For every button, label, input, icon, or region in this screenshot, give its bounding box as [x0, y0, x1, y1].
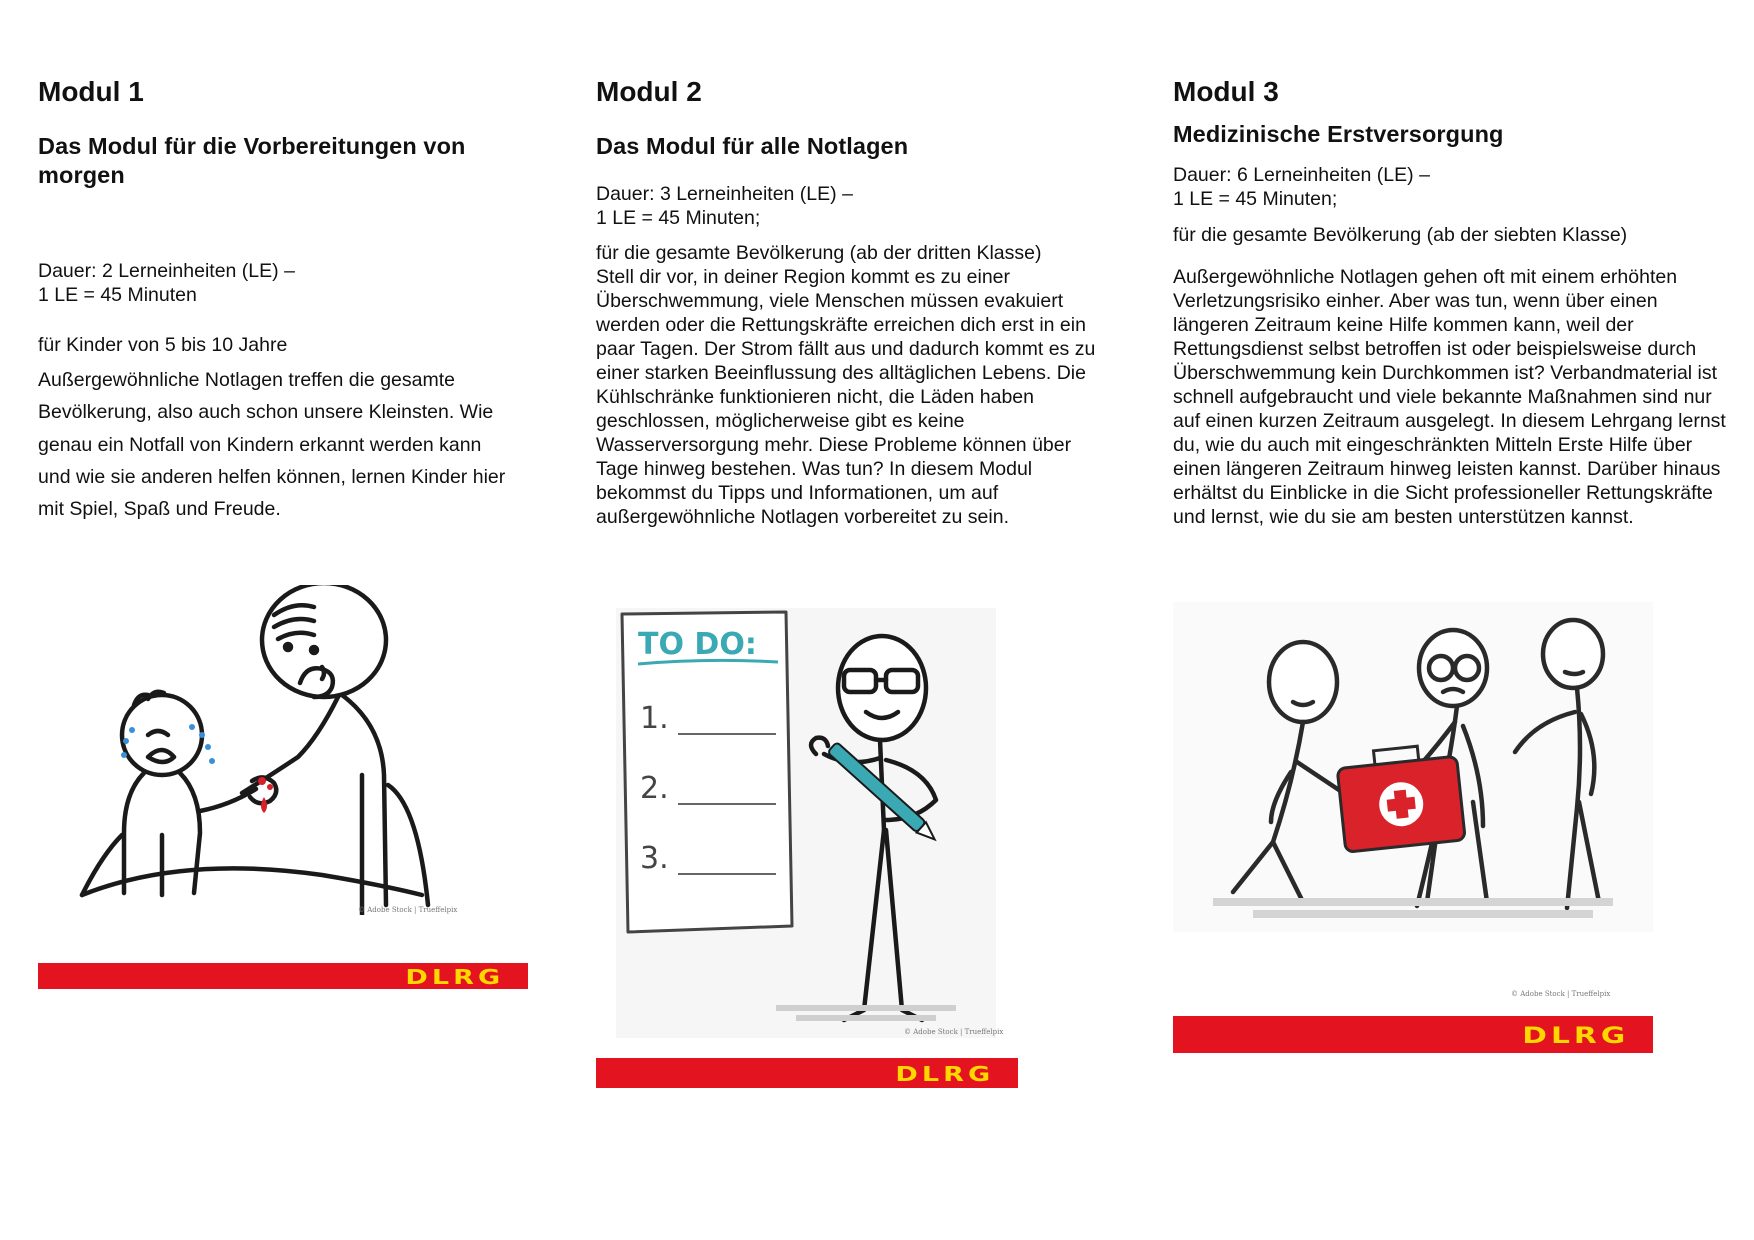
module-subtitle: Das Modul für alle Notlagen [596, 133, 909, 159]
image-credit: © Adobe Stock | Trueffelpix [1511, 990, 1611, 998]
module-duration: Dauer: 3 Lerneinheiten (LE) – 1 LE = 45 Minuten; [596, 183, 853, 229]
brand-bar [38, 963, 528, 989]
module-subtitle: Das Modul für die Vorbereitungen von morgen [38, 133, 466, 188]
image-credit: © Adobe Stock | Trueffelpix [358, 906, 458, 914]
module-title: Modul 3 [1173, 76, 1279, 107]
dlrg-logo: DLRG [405, 965, 504, 989]
module-subtitle: Medizinische Erstversorgung [1173, 121, 1504, 147]
module-audience: für die gesamte Bevölkerung (ab der dritten Klasse) [596, 242, 1042, 264]
image-credit: © Adobe Stock | Trueffelpix [904, 1028, 1004, 1036]
module-audience: für die gesamte Bevölkerung (ab der siebten Klasse) [1173, 224, 1628, 246]
dlrg-logo: DLRG [895, 1062, 994, 1086]
dlrg-logo: DLRG [1521, 1024, 1629, 1049]
module-description: Außergewöhnliche Notlagen gehen oft mit einem erhöhten Verletzungsrisiko einher. Aber was tun, wenn über einen längeren Zeitraum keine Hilfe kommen kann, weil der Rettungsdienst selbst betroffen ist oder beispielsweise durch Überschwemmung kein Durchkommen ist? Verbandmaterial ist schnell aufgebraucht und viele bekannte Maßnahmen sind nur auf einen kurzen Zeitraum ausgelegt. In diesem Lehrgang lernst du, wie du auch mit eingeschränkten Mitteln Erste Hilfe über einen längeren Zeitraum hinweg leisten kannst. Darüber hinaus erhältst du Einblicke in die Sicht professioneller Rettungskräfte und lernst, wie du sie am besten unterstützen kannst. [1173, 266, 1726, 528]
module-title: Modul 2 [596, 76, 702, 107]
crying-child-illustration [52, 585, 452, 915]
todo-item: 3. [640, 841, 669, 876]
module-title: Modul 1 [38, 76, 144, 107]
first-aid-illustration [1173, 602, 1653, 932]
todo-item: 1. [640, 701, 669, 736]
module-audience: für Kinder von 5 bis 10 Jahre [38, 334, 288, 356]
module-description: Außergewöhnliche Notlagen treffen die gesamte Bevölkerung, also auch schon unsere Kleinsten. Wie genau ein Notfall von Kindern erkannt werden kann und wie sie anderen helfen können, lernen Kinder hier mit Spiel, Spaß und Freude. [38, 369, 506, 521]
module-description: Stell dir vor, in deiner Region kommt es zu einer Überschwemmung, viele Menschen müssen evakuiert werden oder die Rettungskräfte erreichen dich erst in ein paar Tagen. Der Strom fällt aus und dadurch kommt es zu einer starken Beeinflussung des alltäglichen Lebens. Die Kühlschränke funktionieren nicht, die Läden haben geschlossen, möglicherweise gibt es keine Wasserversorgung mehr. Diese Probleme können über Tage hinweg bestehen. Was tun? In diesem Modul bekommst du Tipps und Informationen, um auf außergewöhnliche Notlagen vorbereitet zu sein. [596, 266, 1096, 528]
module-duration: Dauer: 2 Lerneinheiten (LE) – 1 LE = 45 Minuten [38, 260, 295, 306]
todo-item: 2. [640, 771, 669, 806]
module-duration: Dauer: 6 Lerneinheiten (LE) – 1 LE = 45 Minuten; [1173, 164, 1430, 210]
todo-list-illustration [616, 608, 996, 1038]
todo-heading: TO DO: [638, 627, 757, 662]
brand-bar [1173, 1016, 1653, 1053]
brand-bar [596, 1058, 1018, 1088]
